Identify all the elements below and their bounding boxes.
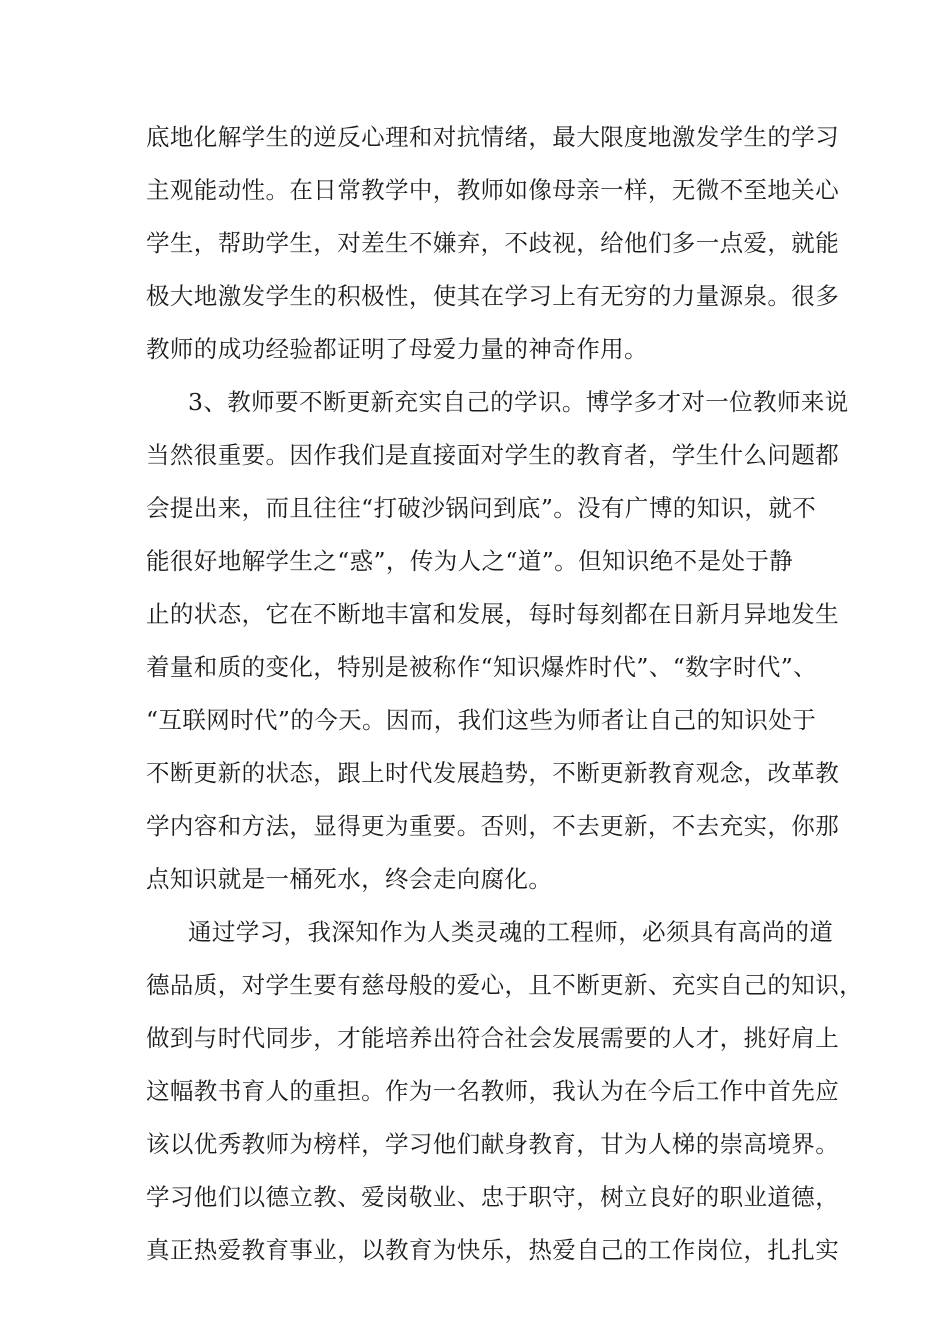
text-line: 学生，帮助学生，对差生不嫌弃，不歧视，给他们多一点爱，就能 (146, 229, 840, 257)
text-line: 做到与时代同步，才能培养出符合社会发展需要的人才，挑好肩上 (146, 1024, 840, 1052)
text-line: 学习他们以德立教、爱岗敬业、忠于职守，树立良好的职业道德， (146, 1183, 840, 1211)
text-line: 点知识就是一桶死水，终会走向腐化。 (146, 865, 553, 893)
text-line: 3、教师要不断更新充实自己的学识。博学多才对一位教师来说 (188, 388, 849, 416)
text-line: 极大地激发学生的积极性，使其在学习上有无穷的力量源泉。很多 (146, 282, 840, 310)
text-line: 止的状态，它在不断地丰富和发展，每时每刻都在日新月异地发生 (146, 600, 840, 628)
text-line: 着量和质的变化，特别是被称作“知识爆炸时代”、“数字时代”、 (146, 653, 818, 681)
text-line: 能很好地解学生之“惑”，传为人之“道”。但知识绝不是处于静 (146, 547, 794, 575)
text-line: 不断更新的状态，跟上时代发展趋势，不断更新教育观念，改革教 (146, 759, 840, 787)
text-line: 主观能动性。在日常教学中，教师如像母亲一样，无微不至地关心 (146, 176, 840, 204)
text-line: 教师的成功经验都证明了母爱力量的神奇作用。 (146, 335, 648, 363)
text-line: “互联网时代”的今天。因而，我们这些为师者让自己的知识处于 (146, 706, 817, 734)
text-line: 学内容和方法，显得更为重要。否则，不去更新，不去充实，你那 (146, 812, 840, 840)
text-line: 德品质，对学生要有慈母般的爱心，且不断更新、充实自己的知识， (146, 971, 863, 999)
text-line: 该以优秀教师为榜样，学习他们献身教育，甘为人梯的崇高境界。 (146, 1130, 840, 1158)
text-line: 这幅教书育人的重担。作为一名教师，我认为在今后工作中首先应 (146, 1077, 840, 1105)
text-line: 真正热爱教育事业，以教育为快乐，热爱自己的工作岗位，扎扎实 (146, 1236, 840, 1264)
text-line: 底地化解学生的逆反心理和对抗情绪，最大限度地激发学生的学习 (146, 123, 840, 151)
text-line: 当然很重要。因作我们是直接面对学生的教育者，学生什么问题都 (146, 441, 840, 469)
text-line: 通过学习，我深知作为人类灵魂的工程师，必须具有高尚的道 (188, 918, 834, 946)
text-line: 会提出来，而且往往“打破沙锅问到底”。没有广博的知识，就不 (146, 494, 817, 522)
